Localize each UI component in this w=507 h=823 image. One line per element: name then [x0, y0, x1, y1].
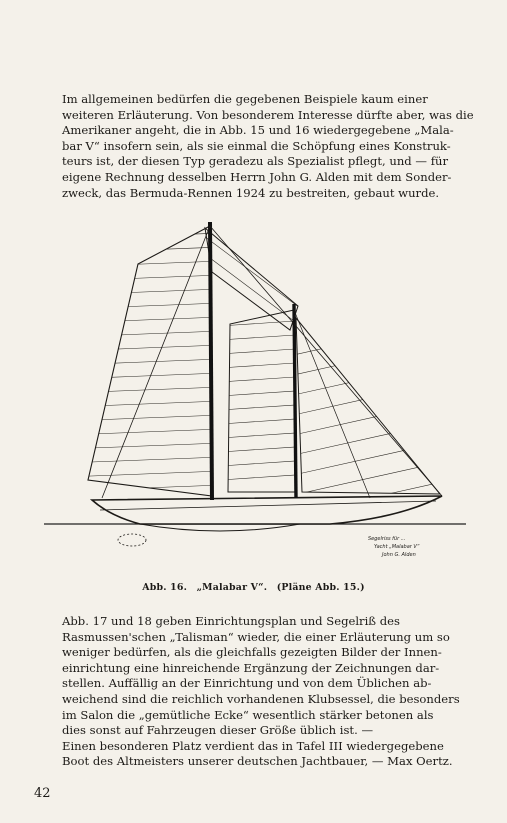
text-line: stellen. Auffällig an der Einrichtung und von dem Üblichen ab-	[62, 676, 432, 691]
sailplan-drawing	[40, 218, 470, 568]
text-line: teurs ist, der diesen Typ geradezu als Spezialist pflegt, und — für	[62, 154, 448, 169]
text-line: zweck, das Bermuda-Rennen 1924 zu bestreiten, gebaut wurde.	[62, 185, 440, 200]
figure-caption	[0, 582, 507, 593]
text-line: dies sonst auf Fahrzeugen dieser Größe üblich ist. —	[62, 723, 374, 738]
drawing-title-block	[368, 536, 420, 558]
inset-line: Segelriss für ...	[368, 536, 406, 542]
caption-title: „Malabar V“.	[196, 582, 268, 593]
page-number: 42	[34, 786, 51, 801]
text-line: Einen besonderen Platz verdient das in Tafel III wiedergegebene	[62, 738, 444, 753]
inset-line: John G. Alden	[382, 552, 416, 558]
text-line: weiteren Erläuterung. Von besonderem Interesse dürfte aber, was die	[62, 107, 474, 122]
text-line: im Salon die „gemütliche Ecke“ wesentlich stärker betonen als	[62, 707, 434, 722]
text-line: eigene Rechnung desselben Herrn John G. Alden mit dem Sonder-	[62, 169, 452, 184]
text-line: weichend sind die reichlich vorhandenen Klubsessel, die besonders	[62, 691, 460, 706]
text-line: Im allgemeinen bedürfen die gegebenen Beispiele kaum einer	[62, 92, 428, 106]
text-line: weniger bedürfen, als die gleichfalls gezeigten Bilder der Innen-	[62, 645, 442, 660]
text-line: bar V“ insofern sein, als sie einmal die Schöpfung eines Konstruk-	[62, 138, 451, 153]
paragraph-talisman	[62, 614, 466, 770]
text-line: einrichtung eine hinreichende Ergänzung der Zeichnungen dar-	[62, 660, 440, 675]
caption-reference: (Pläne Abb. 15.)	[276, 582, 365, 593]
inset-line: Yacht „Malabar V“	[374, 544, 420, 550]
caption-label: Abb. 16.	[142, 582, 188, 593]
paragraph-intro	[62, 92, 474, 201]
text-line: Amerikaner angeht, die in Abb. 15 und 16 wiedergegebene „Mala-	[62, 123, 454, 138]
text-line: Boot des Altmeisters unserer deutschen Jachtbauer, — Max Oertz.	[62, 754, 453, 769]
text-line: Abb. 17 und 18 geben Einrichtungsplan und Segelriß des	[62, 614, 400, 628]
text-line: Rasmussen'schen „Talisman“ wieder, die einer Erläuterung um so	[62, 629, 450, 644]
